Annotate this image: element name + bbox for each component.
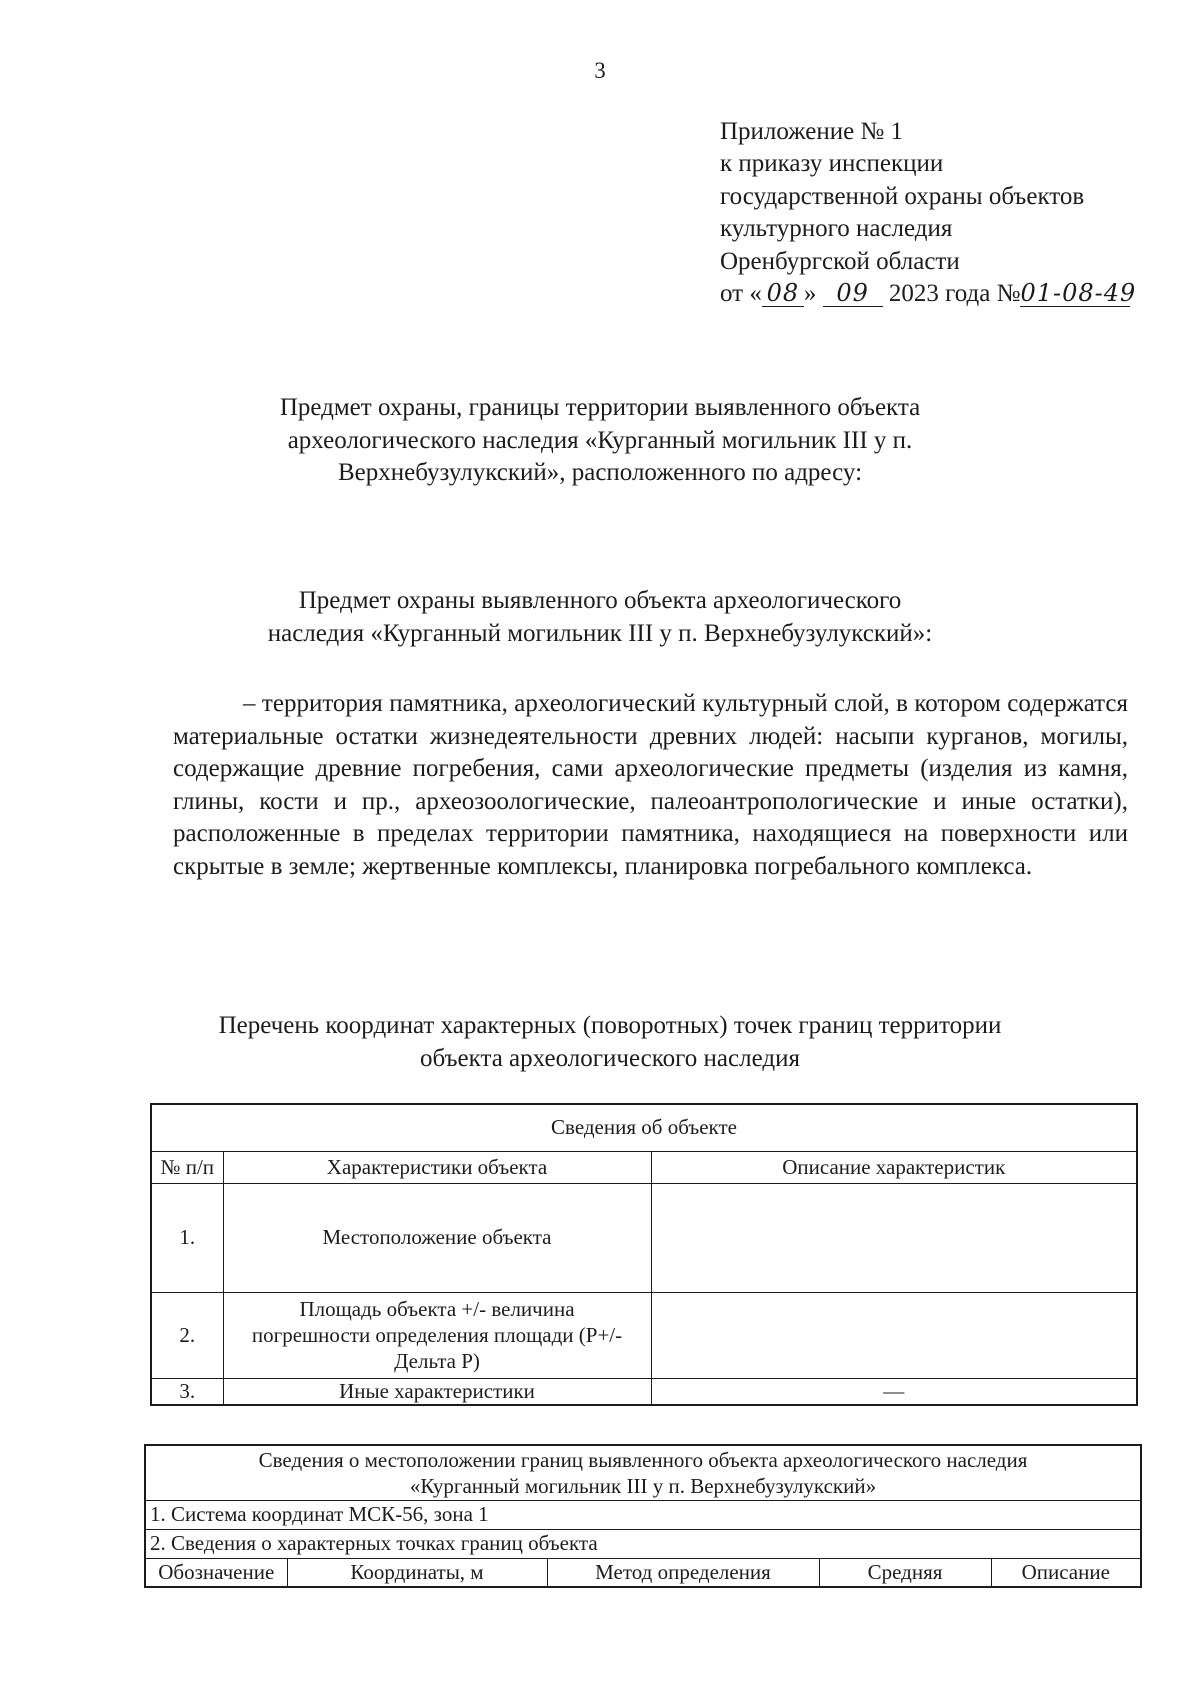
subject-paragraph: – территория памятника, археологический культурный слой, в котором содержатся материальные остатки жизнедеятельности древних людей: насыпи курганов, могилы, содержащие древние погребения, сами археологические предметы (изделия из камня, глины, кости и пр., археозоологические, палеоантропологические и иные остатки), расположенные в пределах территории памятника, находящиеся на поверхности или скрытые в земле; жертвенные комплексы, планировка погребального комплекса. [173,690,1128,880]
object-info-table [150,1103,1138,1406]
date-prefix: от « [720,280,762,308]
appendix-line: к приказу инспекции [720,150,944,178]
column-header: Описание характеристик [651,1151,1137,1183]
column-header: Средняя [819,1558,991,1587]
subject-heading-line: наследия «Курганный могильник III у п. Верхнебузулукский»: [267,619,933,647]
handwritten-month: 09 [823,280,883,307]
row-number: 2. [151,1292,223,1378]
characteristic-description [651,1183,1137,1292]
coordinates-heading-line: объекта археологического наследия [420,1044,800,1072]
characteristic-description [651,1292,1137,1378]
column-header: Метод определения [547,1558,819,1587]
row-number: 1. [151,1183,223,1292]
appendix-line: Приложение № 1 [720,118,904,145]
coordinates-heading [140,1010,1080,1075]
handwritten-day: 08 [762,280,804,307]
column-header: № п/п [151,1151,223,1183]
page-number: 3 [594,58,606,83]
characteristic-name: Иные характеристики [223,1378,651,1405]
subject-heading-line: Предмет охраны выявленного объекта археологического [298,587,902,614]
appendix-line: Оренбургской области [720,247,960,275]
object-table-title: Сведения об объекте [151,1104,1137,1151]
column-header: Описание [991,1558,1141,1587]
document-title [150,392,1050,490]
title-line: Верхнебузулукский», расположенного по адресу: [337,459,863,486]
title-line: археологического наследия «Курганный могильник III у п. [287,426,913,454]
boundary-table-title [145,1445,1141,1500]
table-row [151,1378,1137,1405]
appendix-line: культурного наследия [720,215,953,243]
characteristic-name: Площадь объекта +/- величина погрешности определения площади (P+/- Дельта P) [223,1292,651,1378]
characteristic-name: Местоположение объекта [223,1183,651,1292]
order-date-line [720,278,1137,310]
appendix-line: государственной охраны объектов [720,182,1085,210]
date-mid: » [803,280,823,308]
title-line: Предмет охраны, границы территории выявленного объекта [279,394,921,421]
coordinate-system-row: 1. Система координат МСК-56, зона 1 [145,1500,1141,1529]
characteristic-description: — [651,1378,1137,1405]
boundary-title-line: Сведения о местоположении границ выявленного объекта археологического наследия [258,1447,1028,1472]
table-row [151,1183,1137,1292]
coordinates-heading-line: Перечень координат характерных (поворотных) точек границ территории [218,1012,1002,1039]
boundary-title-line: «Курганный могильник III у п. Верхнебузулукский» [409,1473,877,1498]
date-year: 2023 года № [882,280,1021,308]
handwritten-order-number: 01-08-49 [1020,279,1137,308]
appendix-block [720,116,1137,310]
boundary-points-row: 2. Сведения о характерных точках границ объекта [145,1529,1141,1558]
boundary-info-table [144,1444,1142,1588]
column-header: Характеристики объекта [223,1151,651,1183]
column-header: Обозначение [145,1558,287,1587]
table-row [151,1292,1137,1378]
row-number: 3. [151,1378,223,1405]
column-header: Координаты, м [287,1558,547,1587]
subject-heading [150,585,1050,650]
